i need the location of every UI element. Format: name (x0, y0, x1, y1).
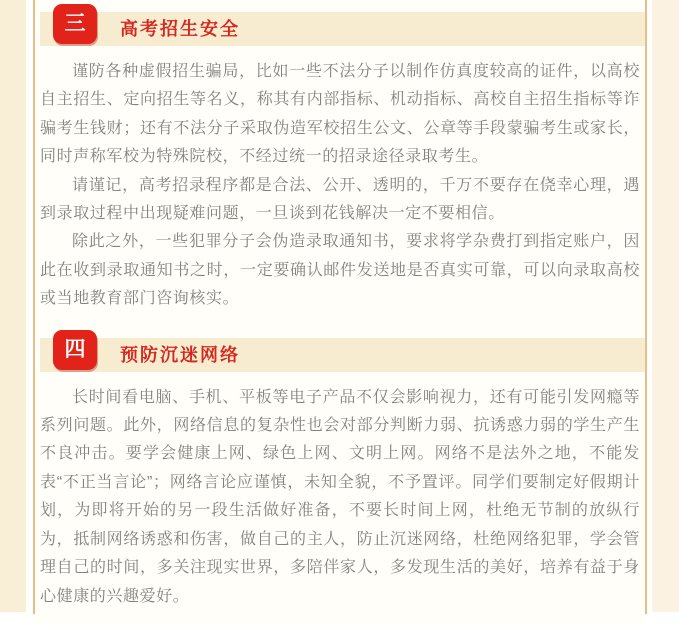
section-body-internet-addiction (40, 384, 640, 611)
section-header-admission-safety (40, 12, 645, 46)
content-card (35, 0, 645, 626)
paragraph: 请谨记，高考招录程序都是合法、公开、透明的，千万不要存在侥幸心理，遇到录取过程中出现疑难问题，一旦谈到花钱解决一定不要相信。 (40, 176, 640, 223)
paragraph: 除此之外，一些犯罪分子会伪造录取通知书，要求将学杂费打到指定账户，因此在收到录取通知书之时，一定要确认邮件发送地是否真实可靠，可以向录取高校或当地教育部门咨询核实。 (40, 233, 640, 308)
paragraph: 谨防各种虚假招生骗局，比如一些不法分子以制作仿真度较高的证件，以高校自主招生、定向招生等名义，称其有内部指标、机动指标、高校自主招生指标等诈骗考生钱财；还有不法分子采取伪造军校招生公文、公章等手段蒙骗考生或家长，同时声称军校为特殊院校，不经过统一的招录途径录取考生。 (40, 63, 640, 166)
section-header-internet-addiction (40, 338, 645, 372)
section-title: 预防沉迷网络 (120, 344, 240, 365)
section-number-badge: 三 (53, 4, 97, 44)
section-body-admission-safety (40, 58, 640, 314)
section-title: 高考招生安全 (120, 19, 240, 39)
section-number-badge: 四 (53, 330, 97, 370)
right-frame-border-line (645, 0, 647, 614)
left-frame-strip (0, 0, 26, 612)
right-frame-strip (652, 0, 679, 612)
paragraph: 长时间看电脑、手机、平板等电子产品不仅会影响视力，还有可能引发网瘾等系列问题。此外，网络信息的复杂性也会对部分判断力弱、抗诱惑力弱的学生产生不良冲击。要学会健康上网、绿色上网、文明上网。网络不是法外之地，不能发表“不正当言论”；网络言论应谨慎，未知全貌，不予置评。同学们要制定好假期计划，为即将开始的另一段生活做好准备，不要长时间上网，杜绝无节制的放纵行为，抵制网络诱惑和伤害，做自己的主人，防止沉迷网络，杜绝网络犯罪，学会管理自己的时间，多关注现实世界，多陪伴家人，多发现生活的美好，培养有益于身心健康的兴趣爱好。 (40, 388, 640, 605)
